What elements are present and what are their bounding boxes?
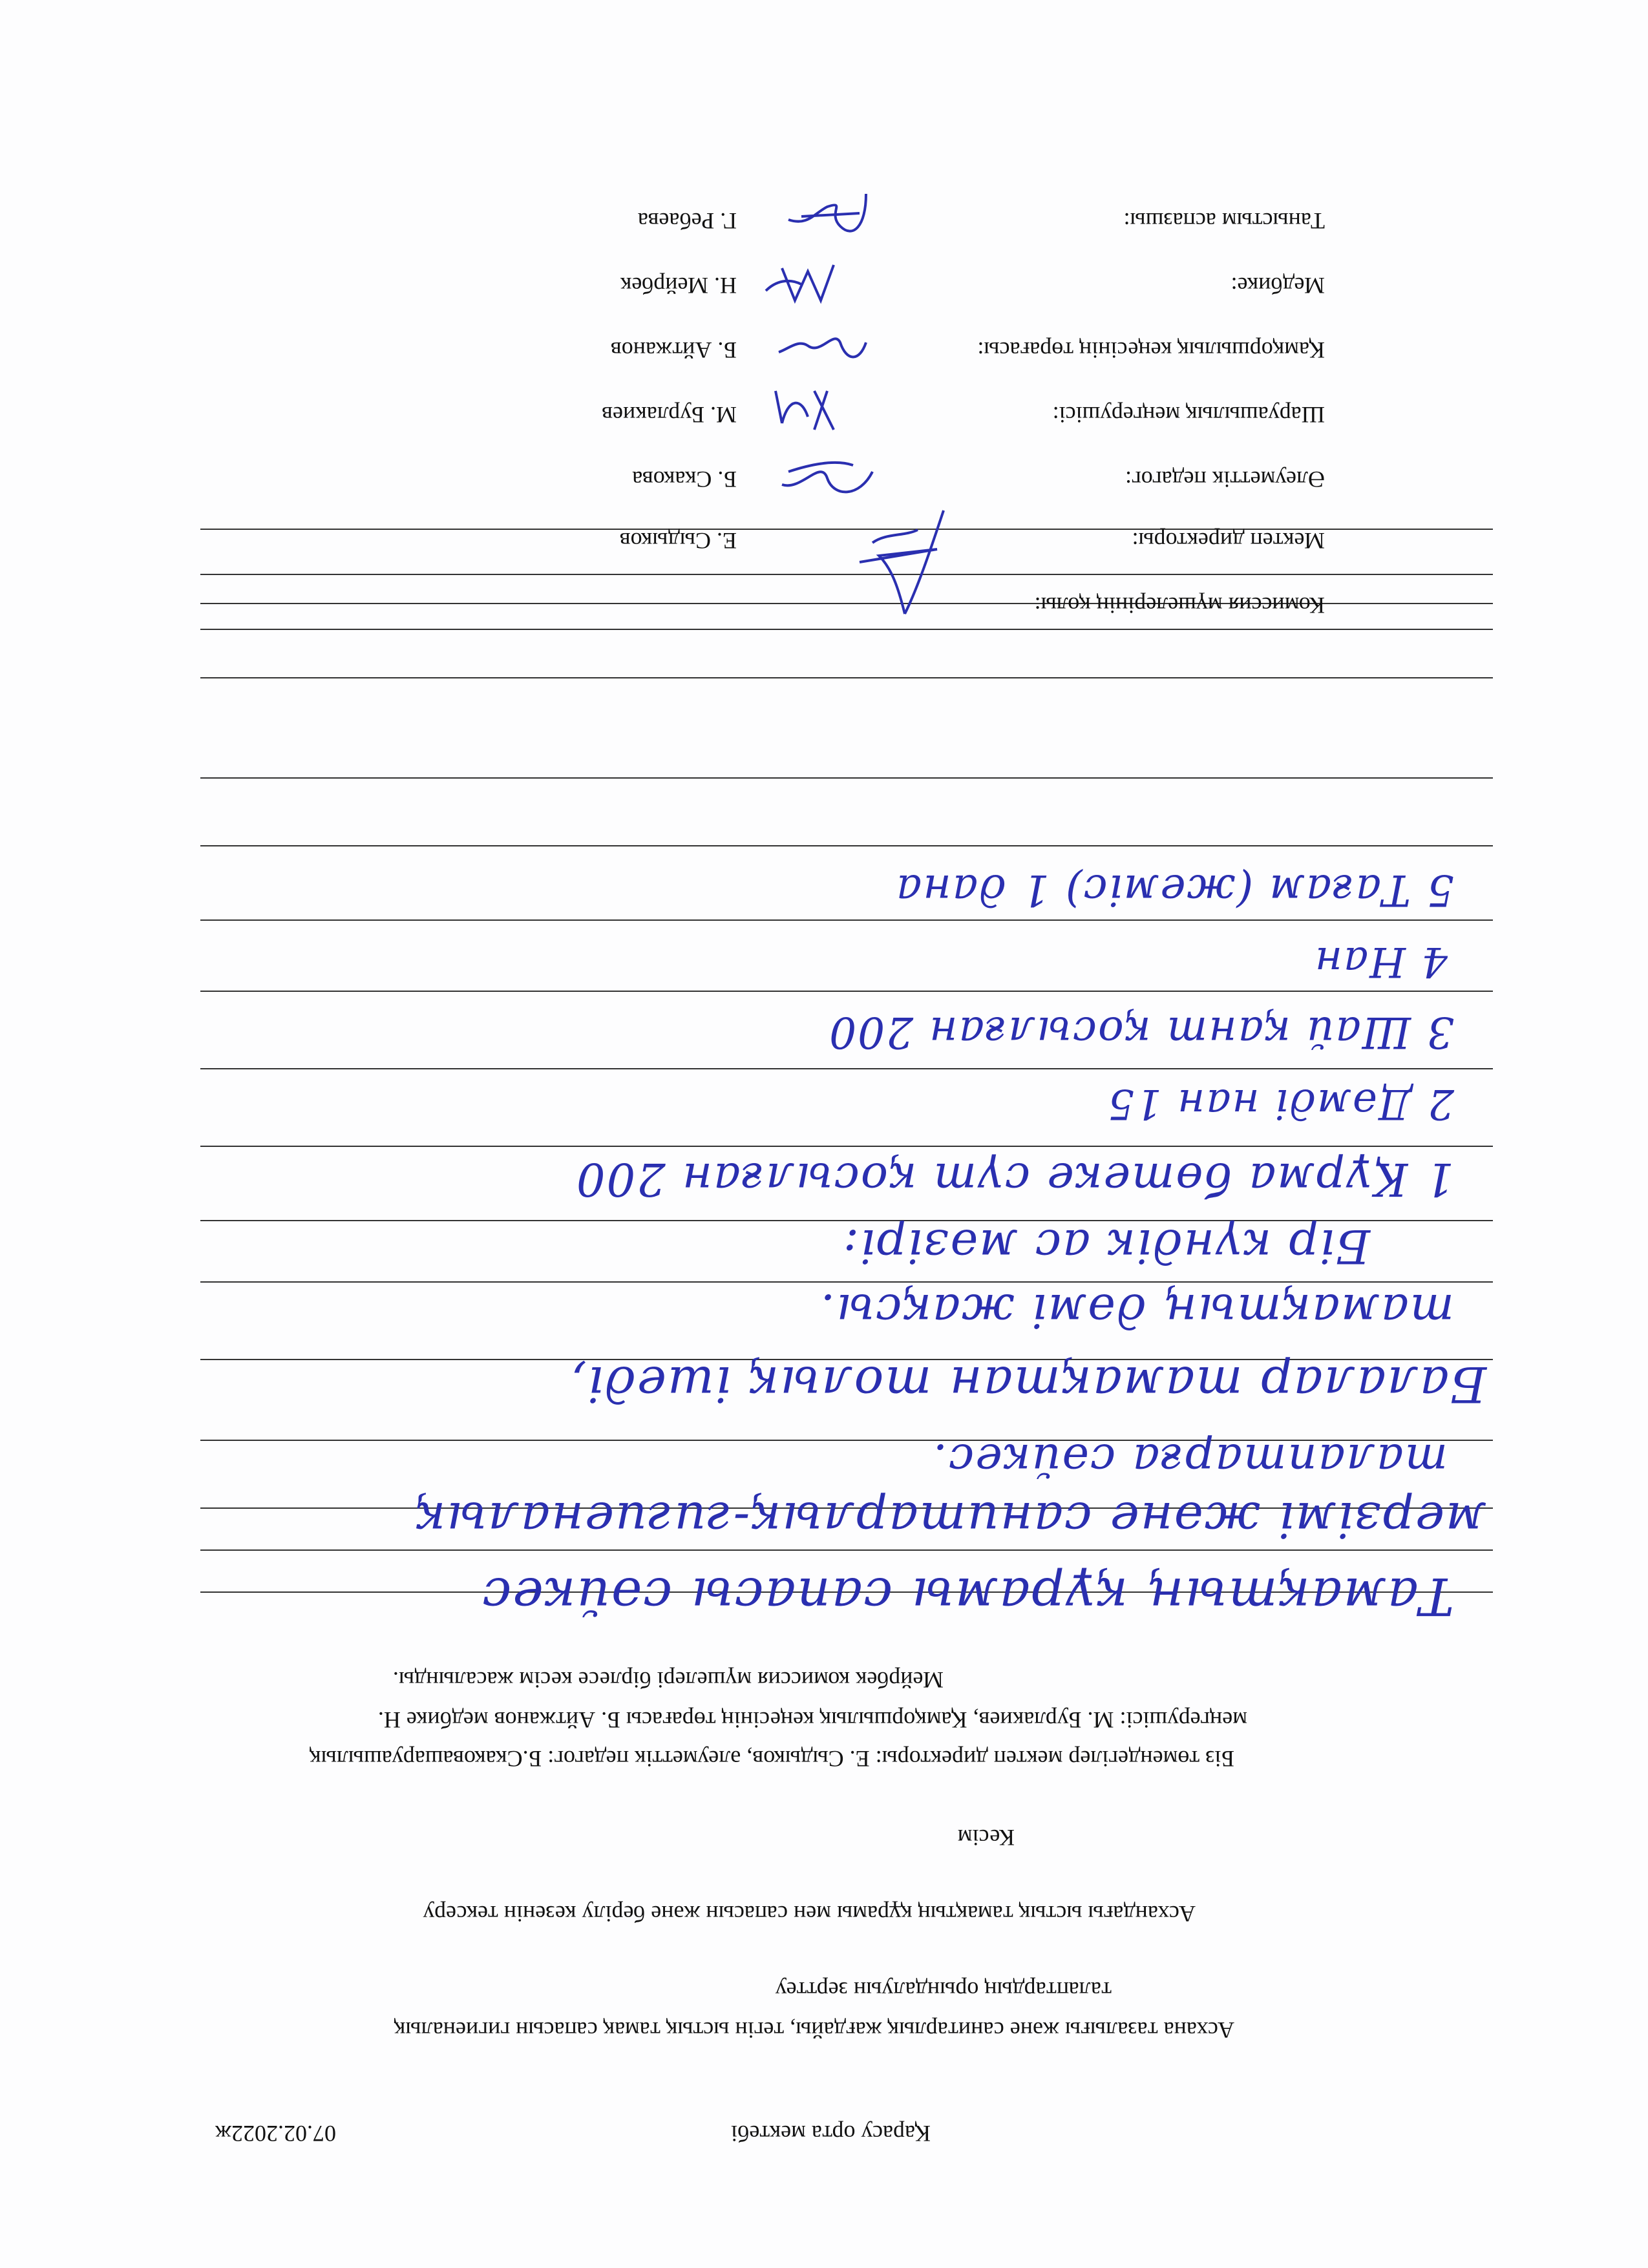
handwritten-line: тамақтың дәмі жақсы. — [819, 1284, 1454, 1338]
intro-line-1: Біз төмендегілер мектеп директоры: Е. Сыдыков, әлеуметтік педагог: Б.Скаковашаруашылық — [310, 1746, 1234, 1772]
handwritten-line: талаптарға сәйкес. — [931, 1434, 1448, 1487]
intro-line-3: Мейрбек комиссия мүшелері бірлесе кесім жасалынды. — [392, 1667, 944, 1693]
signature-manager — [769, 384, 840, 443]
commission-name: Б. Айтжанов — [610, 337, 737, 363]
commission-role: Қамқоршылық кеңесінің төрағасы: — [977, 337, 1325, 363]
rule-line — [200, 919, 1493, 921]
commission-role: Медбике: — [1231, 273, 1325, 299]
commission-role: Таныстым аспазшы: — [1123, 208, 1325, 234]
handwritten-line: 1 Құрма бөтеке сүт қосылған 200 — [575, 1153, 1454, 1206]
act-title: Кесім — [957, 1825, 1015, 1851]
commission-name: Г. Ребаева — [637, 208, 737, 234]
rule-line — [200, 1281, 1493, 1283]
commission-role: Әлеуметтік педагог: — [1125, 467, 1325, 492]
handwritten-line: 3 Шай қант қосылған 200 — [828, 1007, 1454, 1057]
handwritten-line: мерзімі және санитарлық-гигиеналық — [414, 1491, 1486, 1549]
handwritten-line: 2 Дәмді нан 15 — [1106, 1080, 1454, 1128]
rule-line — [200, 1146, 1493, 1147]
title-line-1: Асхана тазалығы және санитарлық жағдайы, тегін ыстық тамақ сапасын гигиеналық — [394, 2017, 1234, 2043]
commission-role: Шаруашылық меңгерушісі: — [1052, 402, 1325, 428]
subject-line: Асхандағы ыстық тамақтың құрамы мен сапасын және берілу кезенін тексеру — [423, 1901, 1196, 1927]
signature-pedagogue — [776, 452, 879, 504]
commission-name: Н. Мейрбек — [620, 273, 737, 299]
handwritten-line: Тамақтың құрамы сапасы сәйкес — [481, 1566, 1454, 1626]
document-date: 07.02.2022ж — [215, 2121, 336, 2147]
rule-line — [200, 845, 1493, 846]
rule-line — [200, 1549, 1493, 1551]
handwritten-line: Бір күндік ас мәзірі: — [841, 1219, 1370, 1274]
rule-line — [200, 629, 1493, 630]
commission-role: Мектеп директоры: — [1132, 528, 1325, 554]
rule-line — [200, 677, 1493, 678]
rule-line — [200, 991, 1493, 992]
handwritten-line: 4 Нан — [1313, 938, 1448, 985]
signature-board-chair — [776, 323, 872, 368]
school-name: Қарасу орта мектебі — [731, 2121, 931, 2147]
handwritten-line: 5 Тағам (жеміс) 1 дана — [894, 865, 1454, 915]
signature-nurse — [763, 258, 840, 310]
commission-title: Комиссия мүшелерінің қолы: — [1034, 593, 1325, 618]
commission-name: Б. Скакова — [632, 467, 737, 492]
commission-name: М. Бурлакиев — [602, 402, 737, 428]
title-line-2: талаптардың орындалуын зерттеу — [775, 1977, 1112, 2003]
handwritten-line: Балалар тамақтан толық ішеді, — [569, 1356, 1486, 1413]
signature-cook — [782, 187, 879, 246]
intro-line-2: меңгерушісі: М. Бурлакиев, Қамқоршылық кеңесінің төрағасы Б. Айтжанов медбике Н. — [377, 1707, 1247, 1733]
rule-line — [200, 1068, 1493, 1069]
signature-director — [847, 498, 956, 627]
rule-line — [200, 777, 1493, 779]
commission-name: Е. Сыдыков — [619, 528, 737, 554]
